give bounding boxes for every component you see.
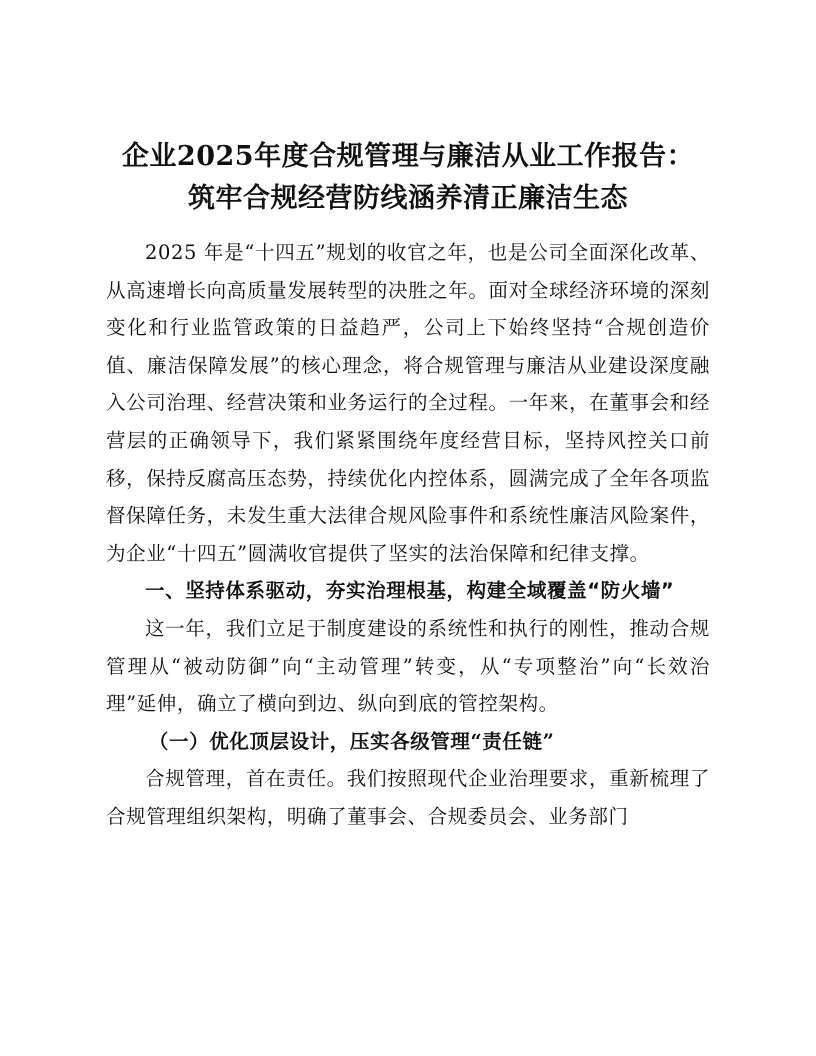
subsection-1-paragraph: 合规管理，首在责任。我们按照现代企业治理要求，重新梳理了合规管理组织架构，明确了董事会、合规委员会、业务部门 [106,767,710,828]
document-title [106,136,710,220]
subsection-heading-1: （一）优化顶层设计，压实各级管理“责任链” [148,729,555,753]
title-line-1: 企业2025年度合规管理与廉洁从业工作报告： [121,141,695,172]
intro-paragraph: 2025 年是“十四五”规划的收官之年，也是公司全面深化改革、从高速增长向高质量发展转型的决胜之年。面对全球经济环境的深刻变化和行业监管政策的日益趋严，公司上下始终坚持“合规创造价值、廉洁保障发展”的核心理念，将合规管理与廉洁从业建设深度融入公司治理、经营决策和业务运行的全过程。一年来，在董事会和经营层的正确领导下，我们紧紧围绕年度经营目标，坚持风控关口前移，保持反腐高压态势，持续优化内控体系，圆满完成了全年各项监督保障任务，未发生重大法律合规风险事件和系统性廉洁风险案件，为企业“十四五”圆满收官提供了坚实的法治保障和纪律支撑。 [106,241,710,565]
section-heading-1: 一、坚持体系驱动，夯实治理根基，构建全域覆盖“防火墙” [145,579,675,603]
title-line-2: 筑牢合规经营防线涵养清正廉洁生态 [188,183,628,214]
section-1-paragraph: 这一年，我们立足于制度建设的系统性和执行的刚性，推动合规管理从“被动防御”向“主动管理”转变，从“专项整治”向“长效治理”延伸，确立了横向到边、纵向到底的管控架构。 [106,616,710,716]
